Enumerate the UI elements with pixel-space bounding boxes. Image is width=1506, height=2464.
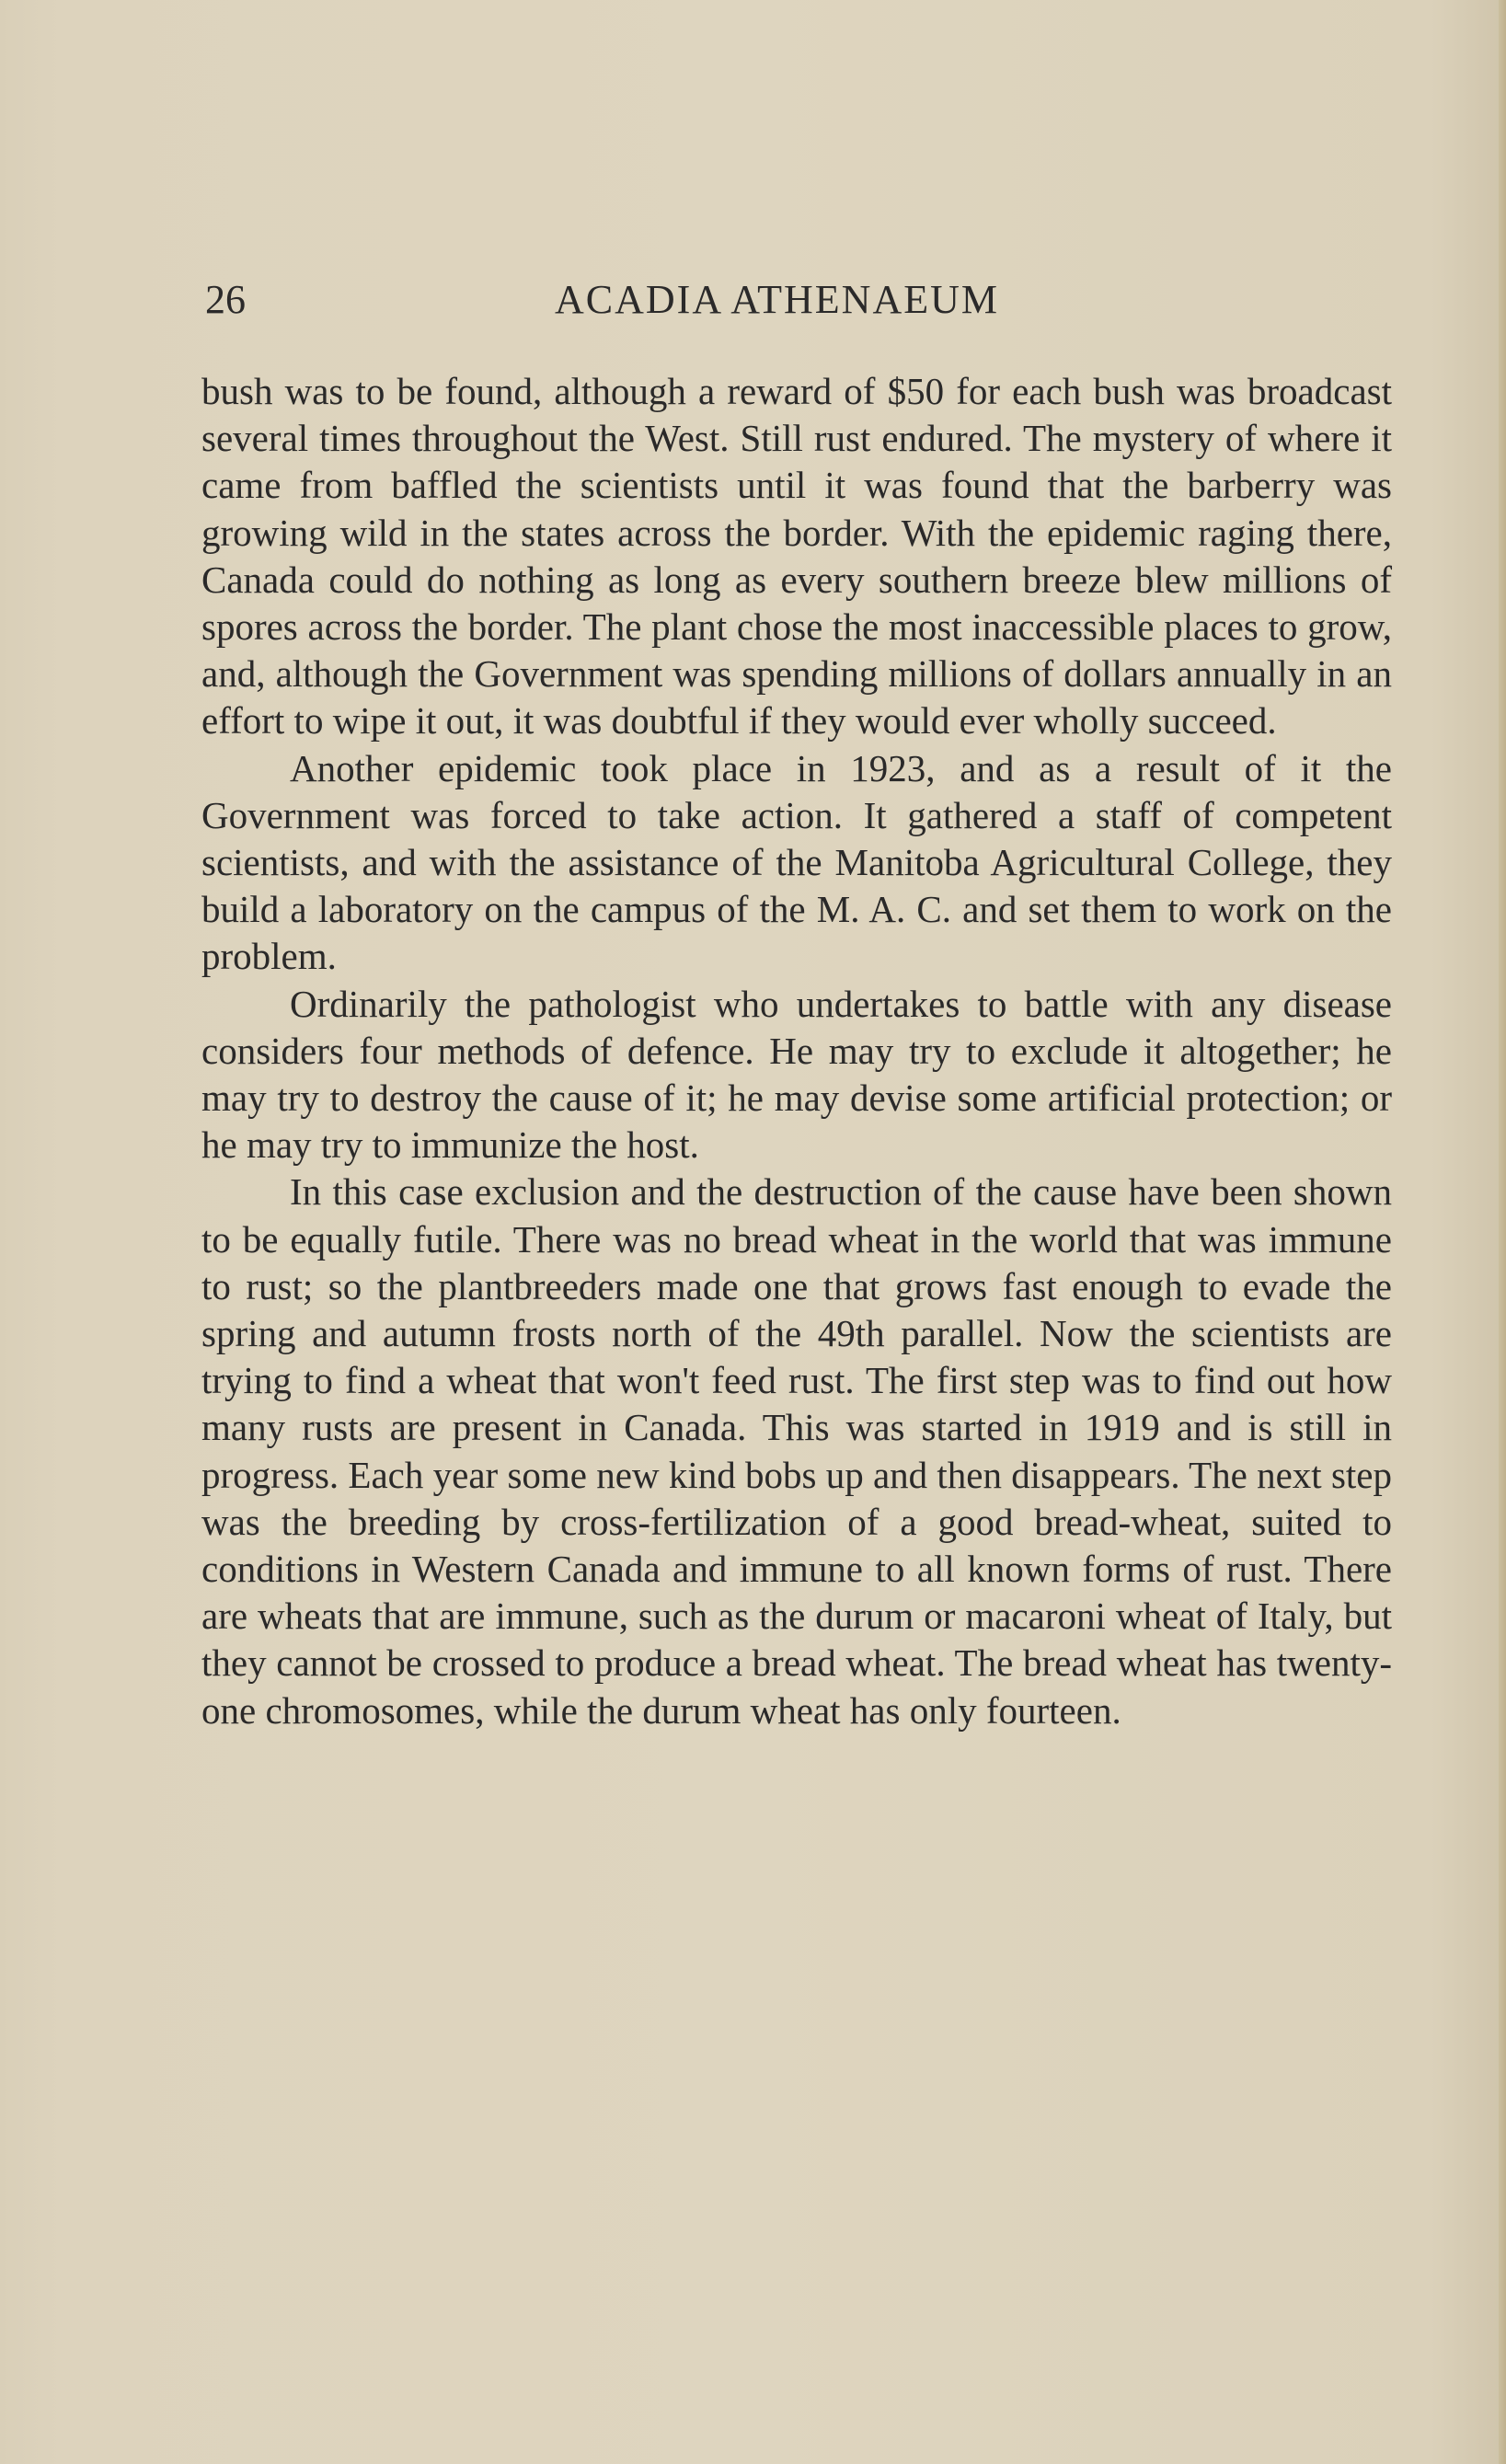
running-head [205, 276, 1392, 331]
journal-title: ACADIA ATHENAEUM [555, 277, 999, 322]
paragraph: In this case exclusion and the destruction of the cause have been shown to be equally futile. There was no bread wheat in the world that was immune to rust; so the plantbreeders made one that grows fast enough to evade the spring and autumn frosts north of the 49th parallel. Now the scientists are trying to find a wheat that won't feed rust. The first step was to find out how many rusts are present in Canada. This was started in 1919 and is still in progress. Each year some new kind bobs up and then disappears. The next step was the breeding by cross-fertilization of a good bread-wheat, suited to conditions in Western Canada and immune to all known forms of rust. There are wheats that are immune, such as the durum or macaroni wheat of Italy, but they cannot be crossed to produce a bread wheat. The bread wheat has twenty-one chromosomes, while the durum wheat has only fourteen. [201, 1170, 1392, 1732]
paragraph-continued: bush was to be found, although a reward of $50 for each bush was broadcast several times throughout the West. Still rust endured. The mystery of where it came from baffled the scientists until it was found that the barberry was growing wild in the states across the border. With the epidemic raging there, Canada could do nothing as long as every southern breeze blew millions of spores across the border. The plant chose the most inaccessible places to grow, and, although the Government was spending millions of dollars annually in an effort to wipe it out, it was doubtful if they would ever wholly succeed. [201, 370, 1392, 743]
page-edge [1499, 0, 1506, 2464]
article-body [201, 368, 1392, 1734]
paragraph: Ordinarily the pathologist who undertakes to battle with any disease considers four methods of defence. He may try to exclude it altogether; he may try to destroy the cause of it; he may devise some artificial protection; or he may try to immunize the host. [201, 982, 1392, 1167]
page-number: 26 [205, 277, 246, 322]
paragraph: Another epidemic took place in 1923, and as a result of it the Government was forced to take action. It gathered a staff of competent scientists, and with the assistance of the Manitoba Agricultural College, they build a laboratory on the campus of the M. A. C. and set them to work on the problem. [201, 746, 1392, 978]
